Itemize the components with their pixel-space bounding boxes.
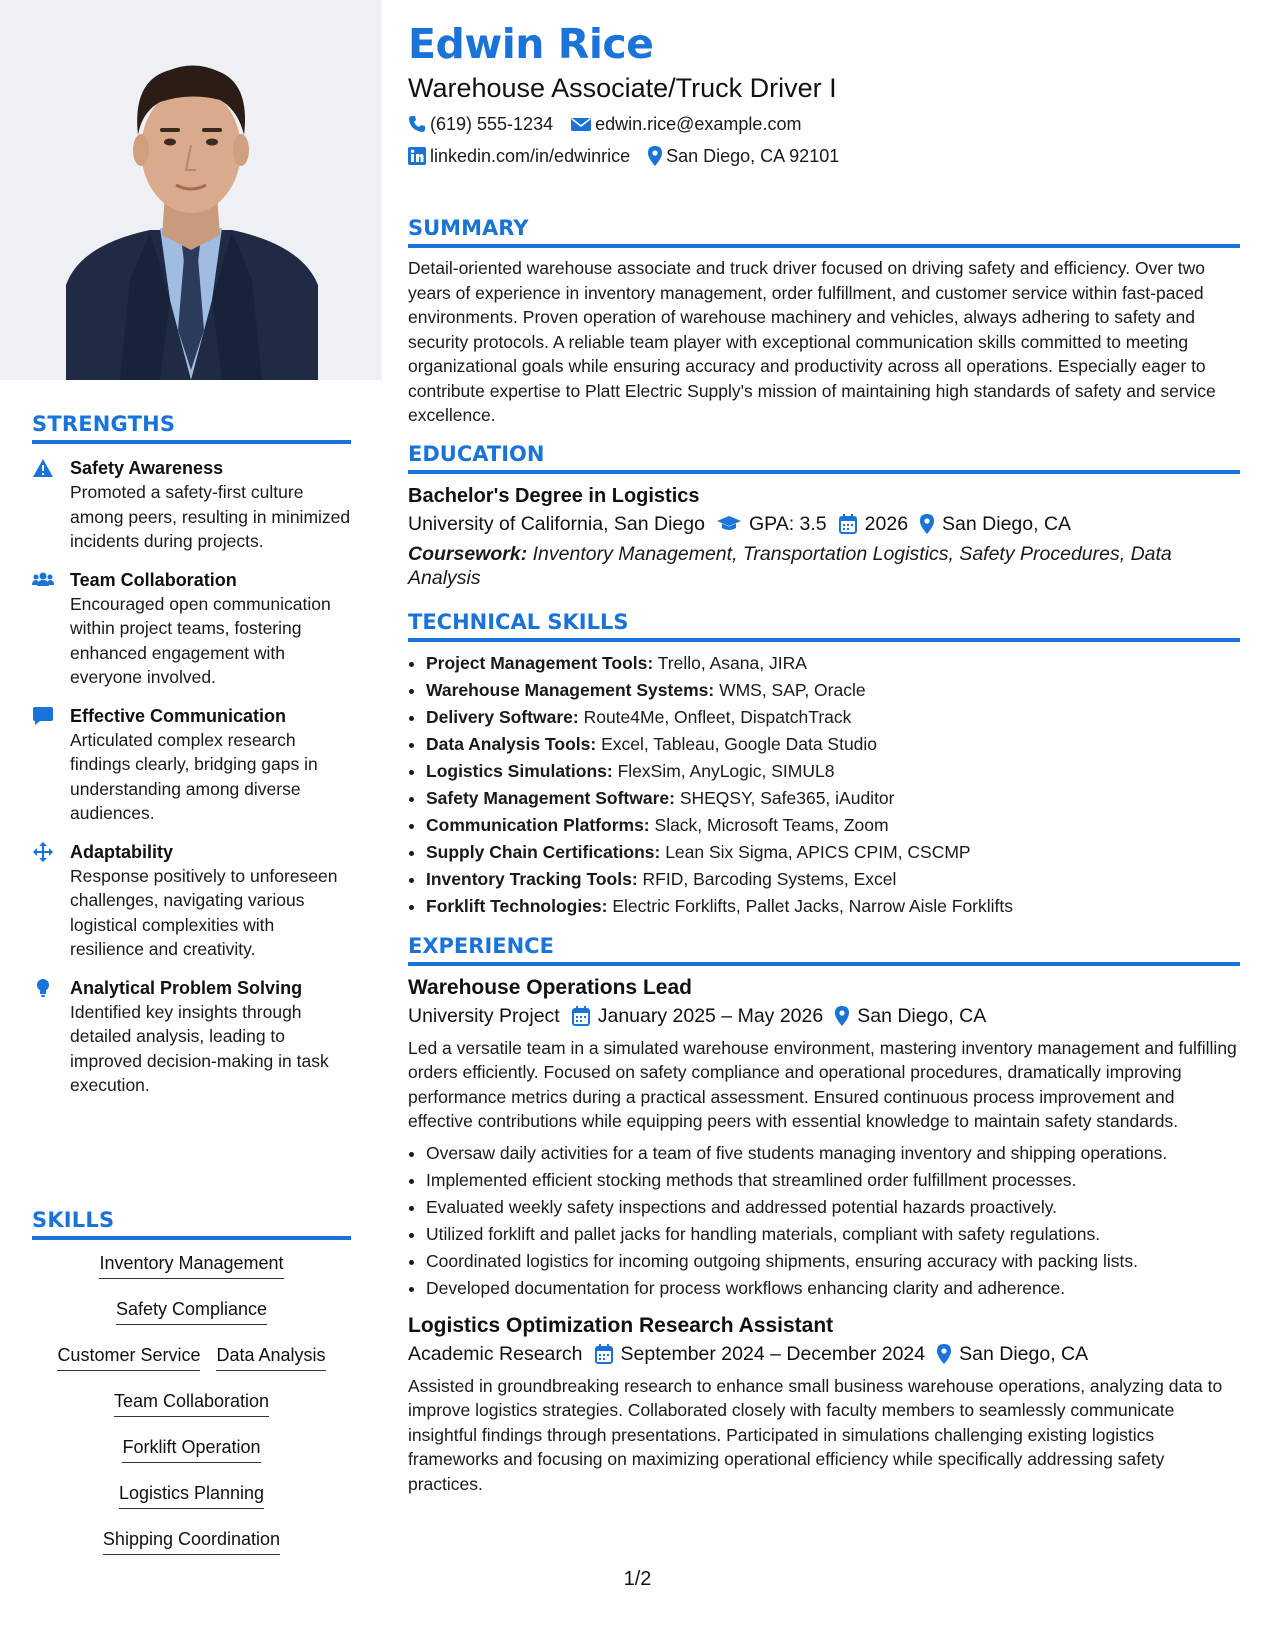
map-pin-icon xyxy=(835,1006,849,1026)
education-location-text: San Diego, CA xyxy=(942,512,1072,535)
strength-item xyxy=(32,568,351,690)
year-item xyxy=(839,510,908,538)
school-name: University of California, San Diego xyxy=(408,512,705,535)
achievement-list xyxy=(408,1140,1240,1302)
experience-section xyxy=(408,934,1240,1497)
position-location xyxy=(835,1002,986,1030)
strength-title: Safety Awareness xyxy=(70,458,224,478)
organization: Academic Research xyxy=(408,1342,583,1365)
skill-tag: Team Collaboration xyxy=(114,1388,269,1417)
strength-item xyxy=(32,840,351,962)
technical-skill-item: • Inventory Tracking Tools: RFID, Barcoding Systems, Excel xyxy=(426,866,1240,893)
education-meta xyxy=(408,510,1240,538)
achievement-item: • Coordinated logistics for incoming outgoing shipments, ensuring accuracy with packing lists. xyxy=(426,1248,1240,1275)
achievement-item: • Evaluated weekly safety inspections and addressed potential hazards proactively. xyxy=(426,1194,1240,1221)
strength-desc: Encouraged open communication within project teams, fostering enhanced engagement with everyone involved. xyxy=(70,593,331,687)
gpa-item xyxy=(717,510,827,538)
achievement-item: • Utilized forklift and pallet jacks for handling materials, compliant with safety regulations. xyxy=(426,1221,1240,1248)
achievement-item: • Oversaw daily activities for a team of five students managing inventory and shipping operations. xyxy=(426,1140,1240,1167)
position-title: Warehouse Operations Lead xyxy=(408,975,692,999)
linkedin-text: linkedin.com/in/edwinrice xyxy=(430,146,631,166)
strength-title: Adaptability xyxy=(70,841,174,862)
technical-skill-item: • Delivery Software: Route4Me, Onfleet, DispatchTrack xyxy=(426,704,1240,731)
skill-tag: Forklift Operation xyxy=(122,1434,260,1463)
technical-skill-item: • Supply Chain Certifications: Lean Six Sigma, APICS CPIM, CSCMP xyxy=(426,839,1240,866)
position-title: Logistics Optimization Research Assistant xyxy=(408,1313,834,1337)
map-pin-icon xyxy=(648,146,662,166)
chat-icon xyxy=(32,706,54,726)
strengths-heading: STRENGTHS xyxy=(32,412,351,444)
technical-skill-item: • Safety Management Software: SHEQSY, Safe365, iAuditor xyxy=(426,785,1240,812)
skill-tag: Safety Compliance xyxy=(116,1296,267,1325)
strength-title: Effective Communication xyxy=(70,705,287,726)
position-meta xyxy=(408,1340,1240,1368)
strength-desc: Promoted a safety-first culture among peers, resulting in minimized incidents during projects. xyxy=(70,482,351,551)
phone-contact[interactable] xyxy=(408,112,553,136)
dates-item xyxy=(595,1340,926,1368)
position-description: Assisted in groundbreaking research to enhance small business warehouse operations, analyzing data to improve logistics strategies. Collaborated closely with faculty members to seamlessly communicate insightful findings through presentations. Participated in simulations challenging existing logistics frameworks and focusing on maximizing operational efficiency while specifically addressing safety practices. xyxy=(408,1375,1223,1494)
experience-heading: EXPERIENCE xyxy=(408,934,1240,966)
candidate-name: Edwin Rice xyxy=(408,20,654,68)
summary-section xyxy=(408,216,1240,428)
education-location xyxy=(920,510,1071,538)
skills-heading: SKILLS xyxy=(32,1208,351,1240)
technical-skill-item: • Communication Platforms: Slack, Microsoft Teams, Zoom xyxy=(426,812,1240,839)
email-icon xyxy=(571,116,591,132)
avatar xyxy=(0,0,382,380)
position-location-text: San Diego, CA xyxy=(959,1342,1089,1365)
contact-row xyxy=(408,144,1240,168)
skills-list xyxy=(32,1250,351,1555)
gpa-text: GPA: 3.5 xyxy=(748,512,827,535)
phone-text: (619) 555-1234 xyxy=(430,114,554,134)
position-meta xyxy=(408,1002,1240,1030)
location-contact xyxy=(648,144,839,168)
skill-tag: Shipping Coordination xyxy=(103,1526,280,1555)
strength-title: Analytical Problem Solving xyxy=(70,977,303,998)
technical-skills-section xyxy=(408,610,1240,920)
graduation-cap-icon xyxy=(717,516,741,532)
organization: University Project xyxy=(408,1004,560,1027)
profile-photo xyxy=(0,0,382,380)
sidebar xyxy=(0,0,382,1650)
technical-skill-item: • Forklift Technologies: Electric Forklifts, Pallet Jacks, Narrow Aisle Forklifts xyxy=(426,893,1240,920)
achievement-item: • Developed documentation for process workflows enhancing clarity and adherence. xyxy=(426,1275,1240,1302)
year-text: 2026 xyxy=(864,512,909,535)
technical-skills-heading: TECHNICAL SKILLS xyxy=(408,610,1240,642)
coursework-label: Coursework: xyxy=(408,542,528,565)
strength-item xyxy=(32,704,351,826)
phone-icon xyxy=(408,115,426,133)
linkedin-icon xyxy=(408,147,426,165)
map-pin-icon xyxy=(937,1344,951,1364)
strength-item xyxy=(32,456,351,554)
calendar-icon xyxy=(839,514,857,534)
email-text: edwin.rice@example.com xyxy=(595,114,802,134)
location-text: San Diego, CA 92101 xyxy=(666,146,840,166)
skill-tag: Inventory Management xyxy=(99,1250,283,1279)
technical-skill-item: • Data Analysis Tools: Excel, Tableau, Google Data Studio xyxy=(426,731,1240,758)
strength-desc: Articulated complex research findings clearly, bridging gaps in understanding among diverse audiences. xyxy=(70,729,318,823)
strengths-section xyxy=(32,412,351,1098)
dates-text: September 2024 – December 2024 xyxy=(620,1342,926,1365)
map-pin-icon xyxy=(920,514,934,534)
education-heading: EDUCATION xyxy=(408,442,1240,474)
education-section xyxy=(408,442,1240,590)
dates-item xyxy=(572,1002,824,1030)
arrows-move-icon xyxy=(32,842,54,862)
skills-section xyxy=(32,1208,351,1572)
position-location xyxy=(937,1340,1088,1368)
strength-item xyxy=(32,976,351,1098)
skill-tag: Customer Service xyxy=(57,1342,200,1371)
skill-tag: Logistics Planning xyxy=(119,1480,264,1509)
warning-icon xyxy=(32,458,54,478)
users-icon xyxy=(32,570,54,590)
technical-skill-item: • Project Management Tools: Trello, Asana, JIRA xyxy=(426,650,1240,677)
main-content xyxy=(408,20,1240,1496)
calendar-icon xyxy=(572,1006,590,1026)
strength-title: Team Collaboration xyxy=(70,569,237,590)
position-location-text: San Diego, CA xyxy=(857,1004,987,1027)
job-title: Warehouse Associate/Truck Driver I xyxy=(408,73,837,103)
position-description: Led a versatile team in a simulated warehouse environment, mastering inventory management and fulfilling orders efficiently. Focused on safety compliance and operational procedures, dramatically improving performance metrics during a practical assessment. Ensured continuous process improvement and effective contributions while equipping peers with essential knowledge to maintain safety standards. xyxy=(408,1037,1237,1131)
page-number: 1/2 xyxy=(623,1568,652,1590)
strength-desc: Identified key insights through detailed analysis, leading to improved decision-making in task execution. xyxy=(70,1001,329,1095)
technical-skills-list xyxy=(408,650,1240,920)
dates-text: January 2025 – May 2026 xyxy=(597,1004,824,1027)
achievement-item: • Implemented efficient stocking methods that streamlined order fulfillment processes. xyxy=(426,1167,1240,1194)
lightbulb-icon xyxy=(32,978,54,998)
coursework xyxy=(408,542,1240,590)
experience-entry xyxy=(408,974,1240,1302)
contact-row xyxy=(408,112,1240,136)
summary-heading: SUMMARY xyxy=(408,216,1240,248)
calendar-icon xyxy=(595,1344,613,1364)
skill-tag: Data Analysis xyxy=(216,1342,325,1371)
strength-desc: Response positively to unforeseen challenges, navigating various logistical complexities with resilience and creativity. xyxy=(70,865,338,959)
summary-text: Detail-oriented warehouse associate and truck driver focused on driving safety and efficiency. Over two years of experience in inventory management, order fulfillment, and customer service within fast-paced environments. Proven operation of warehouse machinery and vehicles, always adhering to safety and security protocols. A reliable team player with exceptional communication skills committed to meeting organizational goals while ensuring accuracy and productivity across all operations. Especially eager to contribute expertise to Platt Electric Supply's mission of maintaining high standards of safety and service excellence. xyxy=(408,258,1216,425)
linkedin-contact[interactable] xyxy=(408,144,630,168)
coursework-text: Inventory Management, Transportation Logistics, Safety Procedures, Data Analysis xyxy=(408,542,1172,589)
experience-entry xyxy=(408,1312,1240,1497)
technical-skill-item: • Logistics Simulations: FlexSim, AnyLogic, SIMUL8 xyxy=(426,758,1240,785)
technical-skill-item: • Warehouse Management Systems: WMS, SAP, Oracle xyxy=(426,677,1240,704)
email-contact[interactable] xyxy=(571,112,801,136)
degree-title: Bachelor's Degree in Logistics xyxy=(408,484,700,507)
